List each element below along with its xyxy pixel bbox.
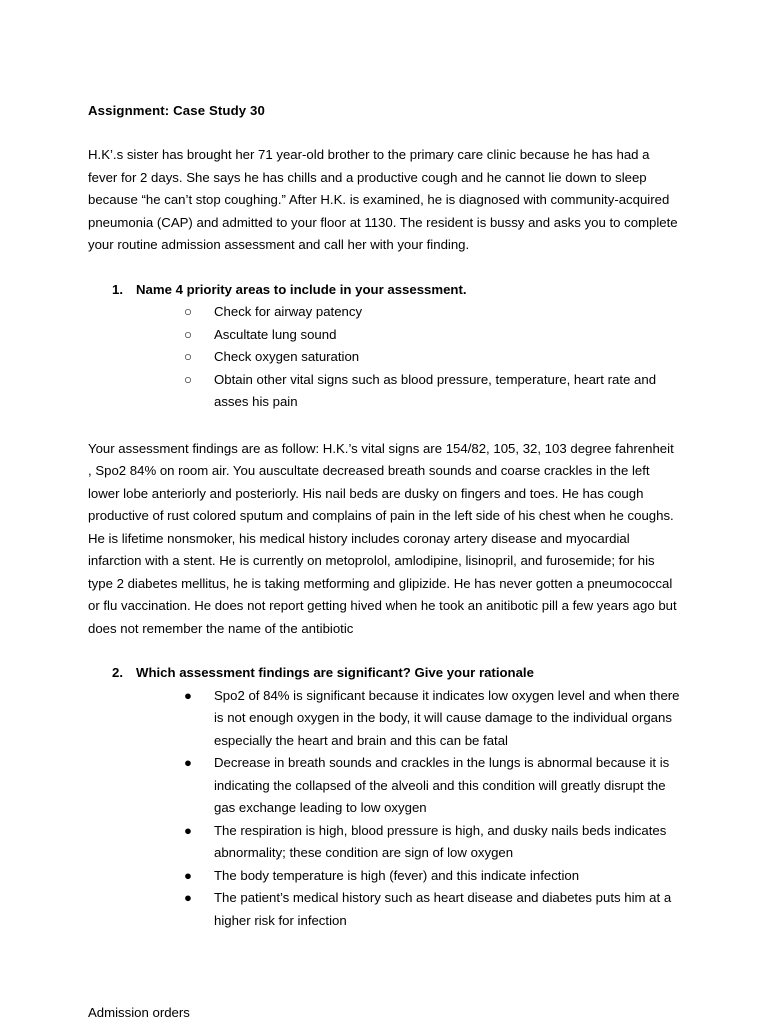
- list-item-text: The body temperature is high (fever) and this indicate infection: [214, 867, 580, 883]
- filled-bullet-icon: ●: [184, 687, 192, 703]
- list-item: [124, 752, 680, 820]
- filled-bullet-icon: ●: [184, 890, 192, 905]
- list-item: [124, 301, 680, 324]
- question-list: [88, 279, 680, 414]
- spacer: [88, 257, 680, 279]
- hollow-circle-bullet-icon: ○: [184, 371, 192, 387]
- list-item-text: Check for airway patency: [214, 304, 363, 319]
- hollow-circle-bullet-icon: ○: [184, 326, 192, 342]
- list-item-text: Spo2 of 84% is significant because it indicates low oxygen level and when there is not enough oxygen in the body, it will cause damage to the individual organs especially the heart and brain and this can be fatal: [214, 687, 680, 748]
- question-list: [88, 662, 680, 932]
- question-1-block: [88, 279, 680, 414]
- question-title: Name 4 priority areas to include in your assessment.: [136, 281, 467, 297]
- list-item: [124, 887, 680, 932]
- spacer: [88, 122, 680, 144]
- list-item-text: Check oxygen saturation: [214, 349, 360, 364]
- question-item-1: [88, 279, 680, 414]
- spacer: [88, 414, 680, 438]
- hollow-circle-bullet-icon: ○: [184, 349, 192, 364]
- filled-bullet-icon: ●: [184, 822, 192, 838]
- list-item-text: Ascultate lung sound: [214, 326, 337, 342]
- list-item: [124, 369, 680, 414]
- intro-paragraph: H.K’.s sister has brought her 71 year-old brother to the primary care clinic because he has had a fever for 2 days. She says he has chills and a productive cough and he cannot lie down to sleep because “he can’t stop coughing.” After H.K. is examined, he is diagnosed with community-acquired pneumonia (CAP) and admitted to your floor at 1130. The resident is bussy and asks you to complete your routine admission assessment and call her with your finding.: [88, 147, 678, 252]
- question-2-block: [88, 662, 680, 932]
- findings-paragraph: Your assessment findings are as follow: H.K.’s vital signs are 154/82, 105, 32, 103 degree fahrenheit , Spo2 84% on room air. You auscultate decreased breath sounds and coarse crackles in the left lower lobe anteriorly and posteriorly. His nail beds are dusky on fingers and toes. He has cough productive of rust colored sputum and complains of pain in the left side of his chest when he coughs. He is lifetime nonsmoker, his medical history includes coronay artery disease and myocardial infarction with a stent. He is currently on metoprolol, amlodipine, lisinopril, and furosemide; for his type 2 diabetes mellitus, he is taking metforming and glipizide. He has never gotten a pneumococcal or flu vaccination. He does not report getting hived when he took an anitibotic pill a few years ago but does not remember the name of the antibiotic: [88, 440, 677, 636]
- question-title: Which assessment findings are significant? Give your rationale: [136, 665, 534, 680]
- filled-bullet-icon: ●: [184, 867, 192, 883]
- list-item: [124, 346, 680, 369]
- list-item-text: The respiration is high, blood pressure is high, and dusky nails beds indicates abnormality; these condition are sign of low oxygen: [214, 822, 667, 860]
- filled-bullet-icon: ●: [184, 755, 192, 770]
- answer-list-1: [124, 301, 680, 414]
- admission-orders-label: Admission orders: [88, 1005, 190, 1020]
- question-number: 1.: [112, 281, 123, 297]
- spacer: [88, 640, 680, 662]
- answer-list-2: [124, 685, 680, 933]
- list-item: [124, 820, 680, 865]
- list-item-text: Obtain other vital signs such as blood pressure, temperature, heart rate and asses his pain: [214, 371, 657, 409]
- list-item: [124, 685, 680, 753]
- question-number: 2.: [112, 665, 123, 680]
- list-item-text: Decrease in breath sounds and crackles in the lungs is abnormal because it is indicating the collapsed of the alveoli and this condition will greatly disrupt the gas exchange leading to low oxygen: [214, 755, 670, 815]
- list-item: [124, 865, 680, 888]
- list-item: [124, 324, 680, 347]
- spacer: [88, 932, 680, 1002]
- question-item-2: [88, 662, 680, 932]
- hollow-circle-bullet-icon: ○: [184, 304, 192, 319]
- list-item-text: The patient’s medical history such as heart disease and diabetes puts him at a higher risk for infection: [214, 890, 672, 928]
- page-title: Assignment: Case Study 30: [88, 103, 265, 118]
